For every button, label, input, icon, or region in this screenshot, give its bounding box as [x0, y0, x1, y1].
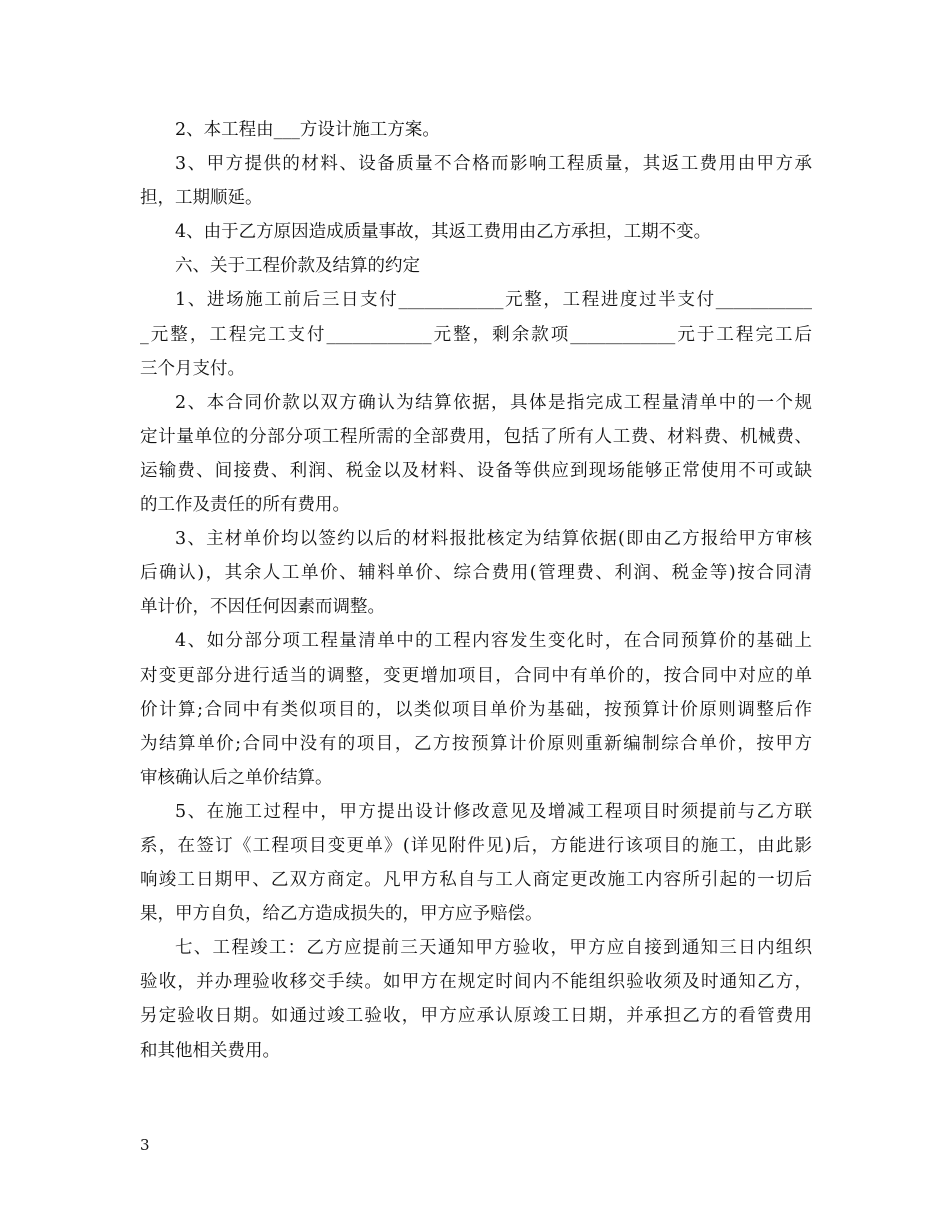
text-line: 系，在签订《工程项目变更单》(详见附件见)后，方能进行该项目的施工，由此影 — [140, 835, 812, 856]
text-line: 单计价，不因任何因素而调整。 — [140, 597, 385, 618]
page-number: 3 — [140, 1136, 150, 1154]
text-line: 审核确认后之单价结算。 — [140, 767, 333, 788]
text-line: 七、工程竣工：乙方应提前三天通知甲方验收，甲方应自接到通知三日内组织 — [175, 938, 812, 959]
contract-body-text — [140, 113, 812, 1068]
text-line: 运输费、间接费、利润、税金以及材料、设备等供应到现场能够正常使用不可或缺 — [140, 460, 812, 481]
text-line: 定计量单位的分部分项工程所需的全部费用，包括了所有人工费、材料费、机械费、 — [140, 426, 812, 447]
text-line: 三个月支付。 — [140, 358, 245, 379]
text-line: 3、主材单价均以签约以后的材料报批核定为结算依据(即由乙方报给甲方审核 — [175, 529, 812, 550]
text-line: 为结算单价;合同中没有的项目，乙方按预算计价原则重新编制综合单价，按甲方 — [140, 733, 812, 754]
text-line: 果，甲方自负，给乙方造成损失的，甲方应予赔偿。 — [140, 904, 543, 925]
text-line: _元整，工程完工支付____________元整，剩余款项____________元于工程完工后 — [140, 324, 812, 345]
text-line: 担，工期顺延。 — [140, 188, 263, 209]
text-line: 六、关于工程价款及结算的约定 — [175, 256, 420, 277]
text-line: 1、进场施工前后三日支付____________元整，工程进度过半支付___________ — [175, 290, 812, 311]
text-line: 和其他相关费用。 — [140, 1040, 280, 1061]
text-line: 的工作及责任的所有费用。 — [140, 495, 350, 516]
text-line: 响竣工日期甲、乙双方商定。凡甲方私自与工人商定更改施工内容所引起的一切后 — [140, 870, 812, 891]
text-line: 对变更部分进行适当的调整，变更增加项目，合同中有单价的，按合同中对应的单 — [140, 665, 812, 686]
text-line: 后确认)，其余人工单价、辅料单价、综合费用(管理费、利润、税金等)按合同清 — [140, 563, 812, 584]
text-line: 验收，并办理验收移交手续。如甲方在规定时间内不能组织验收须及时通知乙方， — [140, 972, 812, 993]
text-line: 2、本合同价款以双方确认为结算依据，具体是指完成工程量清单中的一个规 — [175, 392, 812, 413]
text-line: 价计算;合同中有类似项目的，以类似项目单价为基础，按预算计价原则调整后作 — [140, 699, 812, 720]
text-line: 3、甲方提供的材料、设备质量不合格而影响工程质量，其返工费用由甲方承 — [175, 154, 812, 175]
text-line: 2、本工程由___方设计施工方案。 — [175, 120, 440, 140]
text-line: 另定验收日期。如通过竣工验收，甲方应承认原竣工日期，并承担乙方的看管费用 — [140, 1006, 812, 1027]
text-line: 5、在施工过程中，甲方提出设计修改意见及增减工程项目时须提前与乙方联 — [175, 801, 812, 822]
text-line: 4、由于乙方原因造成质量事故，其返工费用由乙方承担，工期不变。 — [175, 222, 712, 243]
text-line: 4、如分部分项工程量清单中的工程内容发生变化时，在合同预算价的基础上 — [175, 631, 812, 652]
